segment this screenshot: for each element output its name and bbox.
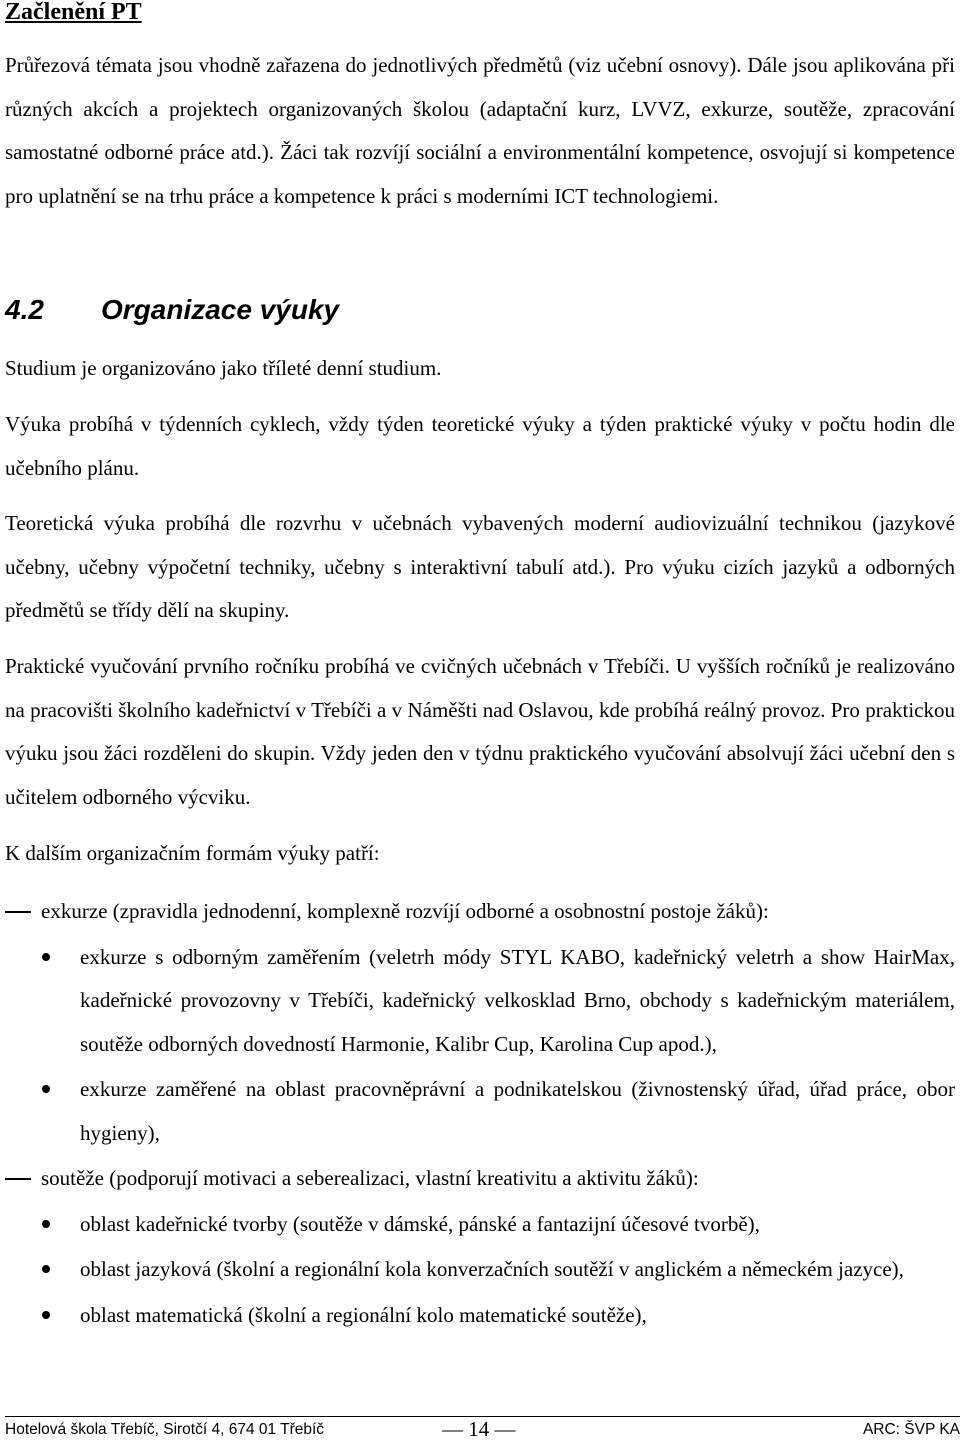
page-footer xyxy=(5,1416,960,1445)
section-heading xyxy=(5,292,339,328)
paragraph-other-forms: K dalším organizačním formám výuky patří: xyxy=(5,841,380,865)
paragraph-theory: Teoretická výuka probíhá dle rozvrhu v učebnách vybavených moderní audiovizuální technikou (jazykové učebny, učebny výpočetní techniky, učebny s interaktivní tabulí atd.). Pro výuku cizích jazyků a odborných předmětů se třídy dělí na skupiny. xyxy=(5,511,955,622)
section-heading-title: Organizace výuky xyxy=(101,294,340,325)
dash-marker xyxy=(5,1178,31,1180)
list-item-text: oblast matematická (školní a regionální kolo matematické soutěže), xyxy=(80,1302,647,1327)
bullet-marker xyxy=(42,1311,50,1319)
organization-forms-list xyxy=(5,890,955,1337)
list-item-text: exkurze zaměřené na oblast pracovněprávní a podnikatelskou (živnostenský úřad, úřad práce, obor hygieny), xyxy=(80,1077,955,1145)
dash-marker xyxy=(5,911,31,913)
footer-page-number: — 14 — xyxy=(442,1417,516,1441)
bullet-marker xyxy=(42,1220,50,1228)
bullet-marker xyxy=(42,953,50,961)
list-item-text: exkurze (zpravidla jednodenní, komplexně rozvíjí odborné a osobnostní postoje žáků): xyxy=(41,899,769,923)
footer-school-address: Hotelová škola Třebíč, Sirotčí 4, 674 01 Třebíč xyxy=(5,1421,325,1438)
section-title: Začlenění PT xyxy=(5,0,142,25)
list-item xyxy=(5,1248,955,1292)
paragraph-weekly-cycles: Výuka probíhá v týdenních cyklech, vždy týden teoretické výuky a týden praktické výuky v počtu hodin dle učebního plánu. xyxy=(5,412,955,480)
footer-document-code: ARC: ŠVP KA xyxy=(862,1421,960,1438)
list-item-text: exkurze s odborným zaměřením (veletrh módy STYL KABO, kadeřnický veletrh a show HairMax, kadeřnické provozovny v Třebíči, kadeřnický velkosklad Brno, obchody s kadeřnickým materiálem, soutěže odborných dovedností Harmonie, Kalibr Cup, Karolina Cup apod.), xyxy=(80,944,955,1056)
paragraph-study-form: Studium je organizováno jako tříleté denní studium. xyxy=(5,356,442,380)
list-item-text: oblast jazyková (školní a regionální kola konverzačních soutěží v anglickém a německém jazyce), xyxy=(80,1257,904,1281)
list-item xyxy=(5,1203,955,1247)
list-item-text: soutěže (podporují motivaci a seberealizaci, vlastní kreativitu a aktivitu žáků): xyxy=(41,1166,699,1190)
list-item xyxy=(5,1294,955,1338)
paragraph-integration: Průřezová témata jsou vhodně zařazena do jednotlivých předmětů (viz učební osnovy). Dále jsou aplikována při různých akcích a projektech organizovaných školou (adaptační kurz, LVVZ, exkurze, soutěže, zpracování samostatné odborné práce atd.). Žáci tak rozvíjí sociální a environmentální kompetence, osvojují si kompetence pro uplatnění se na trhu práce a kompetence k práci s moderními ICT technologiemi. xyxy=(5,53,955,208)
bullet-marker xyxy=(42,1265,50,1273)
paragraph-practice: Praktické vyučování prvního ročníku probíhá ve cvičných učebnách v Třebíči. U vyšších ročníků je realizováno na pracovišti školního kadeřnictví v Třebíči a v Náměšti nad Oslavou, kde probíhá reálný provoz. Pro praktickou výuku jsou žáci rozděleni do skupin. Vždy jeden den v týdnu praktického vyučování absolvují žáci učební den s učitelem odborného výcviku. xyxy=(5,654,955,809)
list-item-text: oblast kadeřnické tvorby (soutěže v dámské, pánské a fantazijní účesové tvorbě), xyxy=(80,1211,760,1236)
list-item xyxy=(5,890,955,934)
list-item xyxy=(5,936,955,1067)
section-number: 4.2 xyxy=(5,294,44,325)
list-item xyxy=(5,1068,955,1155)
list-item xyxy=(5,1157,955,1201)
bullet-marker xyxy=(42,1085,50,1093)
